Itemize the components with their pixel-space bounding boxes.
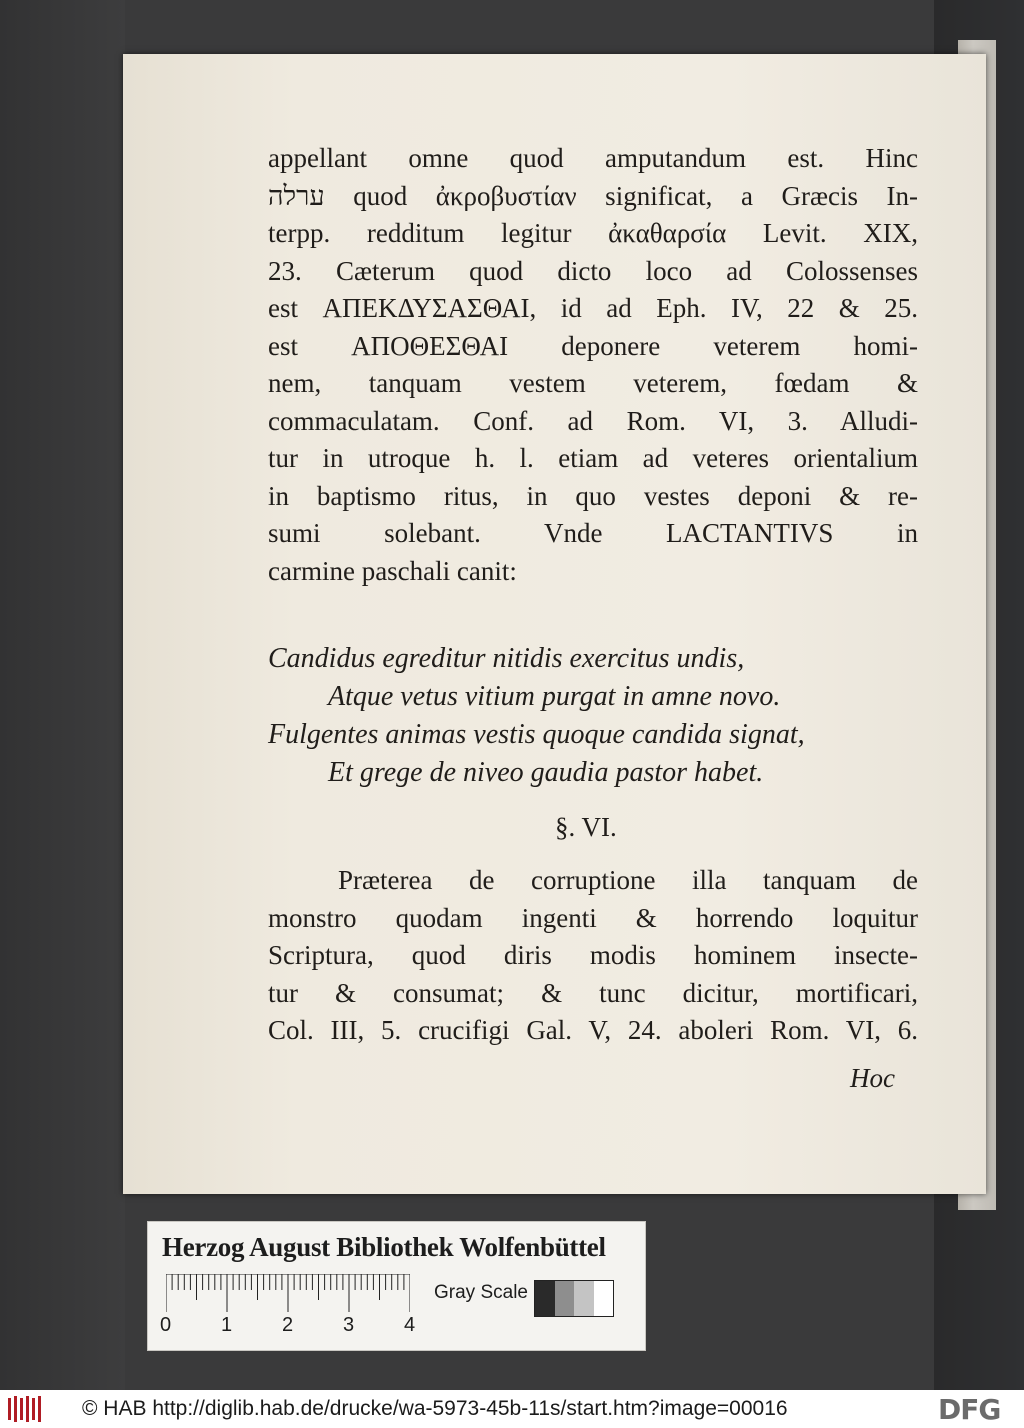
text-line: sumi solebant. Vnde LACTANTIVS in (268, 518, 918, 548)
text-line: 23. Cæterum quod dicto loco ad Colossenses (268, 255, 918, 286)
text-line: carmine paschali canit: (268, 555, 517, 586)
ruler-number: 4 (404, 1314, 416, 1336)
poem-verse: Fulgentes animas vestis quoque candida signat, (268, 719, 805, 750)
poem-quotation (268, 640, 918, 792)
ruler-number: 2 (282, 1314, 294, 1336)
grayscale-swatch (574, 1281, 594, 1316)
grayscale-swatch (555, 1281, 575, 1316)
text-line: ערלה quod ἀκροβυστίαν significat, a Græcis In- (268, 180, 918, 211)
text-line: terpp. redditum legitur ἀκαθαρσία Levit. XIX, (268, 218, 918, 248)
grayscale-swatch (535, 1281, 555, 1316)
text-line: Col. III, 5. crucifigi Gal. V, 24. aboleri Rom. VI, 6. (268, 1015, 918, 1045)
text-line: est ΑΠΟΘΕΣΘΑΙ deponere veterem homi- (268, 330, 918, 361)
grayscale-swatch (594, 1281, 614, 1316)
ruler-scale (166, 1274, 410, 1314)
poem-verse: Candidus egreditur nitidis exercitus undis, (268, 643, 745, 674)
text-line: appellant omne quod amputandum est. Hinc (268, 143, 918, 173)
scan-backdrop-left (0, 0, 125, 1390)
grayscale-label: Gray Scale (434, 1282, 528, 1303)
text-line: tur & consumat; & tunc dicitur, mortificari, (268, 977, 918, 1008)
catchword: Hoc (850, 1063, 895, 1093)
text-line: nem, tanquam vestem veterem, fœdam & (268, 368, 918, 398)
ruler-number: 3 (343, 1314, 355, 1336)
text-line: Scriptura, quod diris modis hominem insecte- (268, 940, 918, 970)
text-line: in baptismo ritus, in quo vestes deponi & re- (268, 480, 918, 511)
grayscale-swatches (534, 1280, 614, 1317)
ruler-number: 0 (160, 1314, 172, 1336)
text-line: monstro quodam ingenti & horrendo loquitur (268, 902, 918, 933)
section-heading: §. VI. (555, 812, 617, 842)
library-color-card (147, 1221, 646, 1351)
text-line: est ΑΠΕΚΔΥΣΑΣΘΑΙ, id ad Eph. IV, 22 & 25. (268, 293, 918, 323)
text-line: Præterea de corruptione illa tanquam de (338, 865, 918, 895)
dfg-logo: DFG (938, 1393, 1001, 1426)
poem-verse: Et grege de niveo gaudia pastor habet. (328, 757, 764, 788)
paragraph-2 (268, 862, 918, 1050)
copyright-url: © HAB http://diglib.hab.de/drucke/wa-5973-45b-11s/start.htm?image=00016 (82, 1397, 788, 1420)
poem-verse: Atque vetus vitium purgat in amne novo. (328, 681, 781, 712)
hab-logo-icon (6, 1394, 46, 1424)
ruler-number: 1 (221, 1314, 233, 1336)
paragraph-1 (268, 140, 918, 590)
text-line: tur in utroque h. l. etiam ad veteres orientalium (268, 443, 918, 473)
library-name: Herzog August Bibliothek Wolfenbüttel (162, 1232, 606, 1262)
text-line: commaculatam. Conf. ad Rom. VI, 3. Alludi- (268, 405, 918, 436)
footer-bar (0, 1390, 1024, 1428)
